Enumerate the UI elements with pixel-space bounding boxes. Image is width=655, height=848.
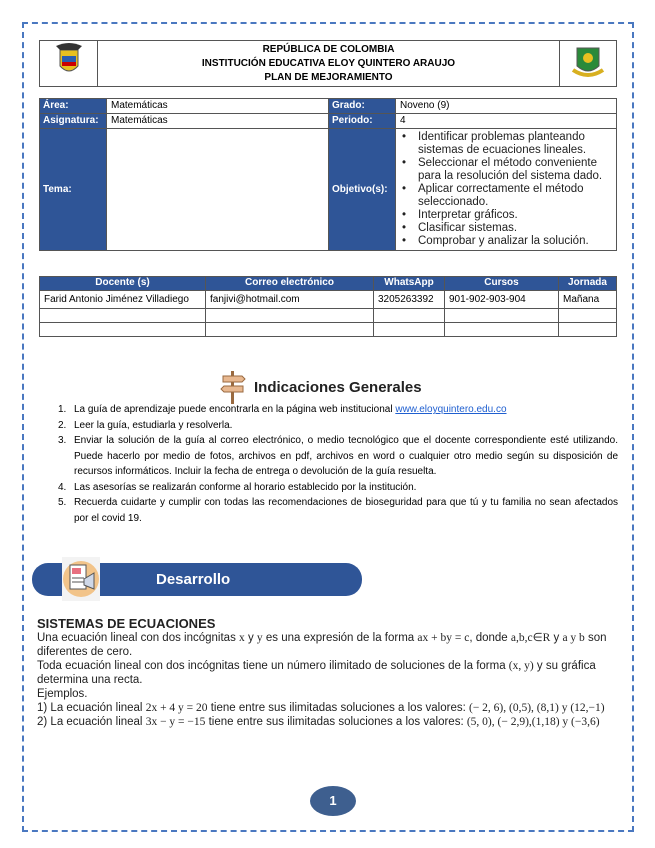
item-text: La guía de aprendizaje puede encontrarla en la página web institucional bbox=[74, 404, 396, 415]
cell-empty bbox=[559, 309, 617, 323]
item-number: 4. bbox=[58, 481, 67, 493]
header-line-3: PLAN DE MEJORAMIENTO bbox=[264, 71, 393, 83]
cell-empty bbox=[374, 323, 445, 337]
header-table bbox=[39, 40, 617, 87]
website-link[interactable]: www.eloyquintero.edu.co bbox=[395, 404, 507, 415]
item-number: 5. bbox=[58, 497, 67, 508]
indicaciones-heading bbox=[220, 370, 422, 404]
cell-empty bbox=[206, 309, 374, 323]
indicaciones-list bbox=[58, 402, 618, 526]
list-item bbox=[58, 402, 618, 418]
page-number: 1 bbox=[310, 786, 356, 816]
asignatura-label: Asignatura: bbox=[40, 114, 107, 129]
col-header-docente: Docente (s) bbox=[40, 277, 206, 291]
objetivos-list bbox=[396, 129, 616, 250]
header-title bbox=[98, 41, 560, 87]
content-body bbox=[37, 617, 622, 729]
periodo-label: Periodo: bbox=[329, 114, 396, 129]
list-item bbox=[58, 480, 618, 496]
objetivo-item: • Aplicar correctamente el método seleccionado. bbox=[398, 183, 614, 209]
cell-jornada: Mañana bbox=[559, 291, 617, 309]
table-row bbox=[40, 323, 617, 337]
example-1: 1) La ecuación lineal 2x + 4 y = 20 tiene entre sus ilimitadas soluciones a los valores: (− 2, 6), (0,5), (8,1) y (12,−1) bbox=[37, 702, 605, 714]
objetivo-item: • Interpretar gráficos. bbox=[398, 209, 614, 222]
cell-docente: Farid Antonio Jiménez Villadiego bbox=[40, 291, 206, 309]
school-crest-logo bbox=[560, 41, 617, 87]
document-megaphone-icon bbox=[62, 557, 100, 601]
examples-label: Ejemplos. bbox=[37, 688, 88, 700]
periodo-value: 4 bbox=[396, 114, 617, 129]
tema-label: Tema: bbox=[40, 129, 107, 251]
example-2: 2) La ecuación lineal 3x − y = −15 tiene entre sus ilimitadas soluciones a los valores: (5, 0), (− 2,9),(1,18) y (−3,6) bbox=[37, 716, 600, 728]
cell-empty bbox=[206, 323, 374, 337]
desarrollo-banner bbox=[32, 563, 362, 596]
item-text: Enviar la solución de la guía al correo electrónico, o medio tecnológico que el docente correspondiente esté utilizando. Puede hacerlo por medio de fotos, archivos en pdf, archivos en word o cualquier otro medio según su disposición de recursos informáticos. Incluir la fecha de entrega o devolución de la guía resuelta. bbox=[74, 435, 618, 477]
item-text: Las asesorías se realizarán conforme al horario establecido por la institución. bbox=[74, 481, 417, 493]
cell-empty bbox=[40, 323, 206, 337]
section-heading: SISTEMAS DE ECUACIONES bbox=[37, 616, 216, 631]
colombia-coat-of-arms-logo bbox=[40, 41, 98, 87]
objetivo-item: • Identificar problemas planteando sistemas de ecuaciones lineales. bbox=[398, 131, 614, 157]
signpost-icon bbox=[220, 370, 246, 404]
docentes-table bbox=[39, 276, 617, 337]
cell-empty bbox=[445, 323, 559, 337]
objetivo-item: • Comprobar y analizar la solución. bbox=[398, 235, 614, 248]
cell-empty bbox=[559, 323, 617, 337]
cell-empty bbox=[40, 309, 206, 323]
cell-whatsapp: 3205263392 bbox=[374, 291, 445, 309]
cell-cursos: 901-902-903-904 bbox=[445, 291, 559, 309]
grado-label: Grado: bbox=[329, 99, 396, 114]
indicaciones-title: Indicaciones Generales bbox=[254, 378, 422, 396]
col-header-jornada: Jornada bbox=[559, 277, 617, 291]
objetivos-label: Objetivo(s): bbox=[329, 129, 396, 251]
paragraph-definition: Una ecuación lineal con dos incógnitas x y y es una expresión de la forma ax + by = c, donde a,b,c∈R y a y b son diferentes de cero. bbox=[37, 632, 607, 658]
table-row bbox=[40, 291, 617, 309]
item-number: 3. bbox=[58, 435, 67, 446]
objetivo-item: • Seleccionar el método conveniente para la resolución del sistema dado. bbox=[398, 157, 614, 183]
cell-empty bbox=[374, 309, 445, 323]
objetivo-item: • Clasificar sistemas. bbox=[398, 222, 614, 235]
item-text: Leer la guía, estudiarla y resolverla. bbox=[74, 419, 233, 431]
item-number: 1. bbox=[58, 404, 67, 415]
area-label: Área: bbox=[40, 99, 107, 114]
list-item bbox=[58, 433, 618, 480]
table-row bbox=[40, 309, 617, 323]
header-line-2: INSTITUCIÓN EDUCATIVA ELOY QUINTERO ARAUJO bbox=[201, 57, 456, 69]
list-item bbox=[58, 418, 618, 434]
asignatura-value: Matemáticas bbox=[107, 114, 329, 129]
desarrollo-title: Desarrollo bbox=[156, 571, 231, 588]
paragraph-solutions: Toda ecuación lineal con dos incógnitas tiene un número ilimitado de soluciones de la forma (x, y) y su gráfica determina una recta. bbox=[37, 660, 596, 686]
course-info-table bbox=[39, 98, 617, 251]
tema-value bbox=[107, 129, 329, 251]
list-item bbox=[58, 495, 618, 526]
item-text: Recuerda cuidarte y cumplir con todas las recomendaciones de bioseguridad para que tú y tu familia no sean afectados por el covid 19. bbox=[74, 497, 618, 524]
grado-value: Noveno (9) bbox=[396, 99, 617, 114]
col-header-cursos: Cursos bbox=[445, 277, 559, 291]
cell-empty bbox=[445, 309, 559, 323]
cell-correo: fanjivi@hotmail.com bbox=[206, 291, 374, 309]
header-line-1: REPÚBLICA DE COLOMBIA bbox=[262, 43, 395, 55]
col-header-correo: Correo electrónico bbox=[206, 277, 374, 291]
objetivos-list-cell bbox=[396, 129, 617, 251]
item-number: 2. bbox=[58, 419, 67, 431]
area-value: Matemáticas bbox=[107, 99, 329, 114]
col-header-whatsapp: WhatsApp bbox=[374, 277, 445, 291]
